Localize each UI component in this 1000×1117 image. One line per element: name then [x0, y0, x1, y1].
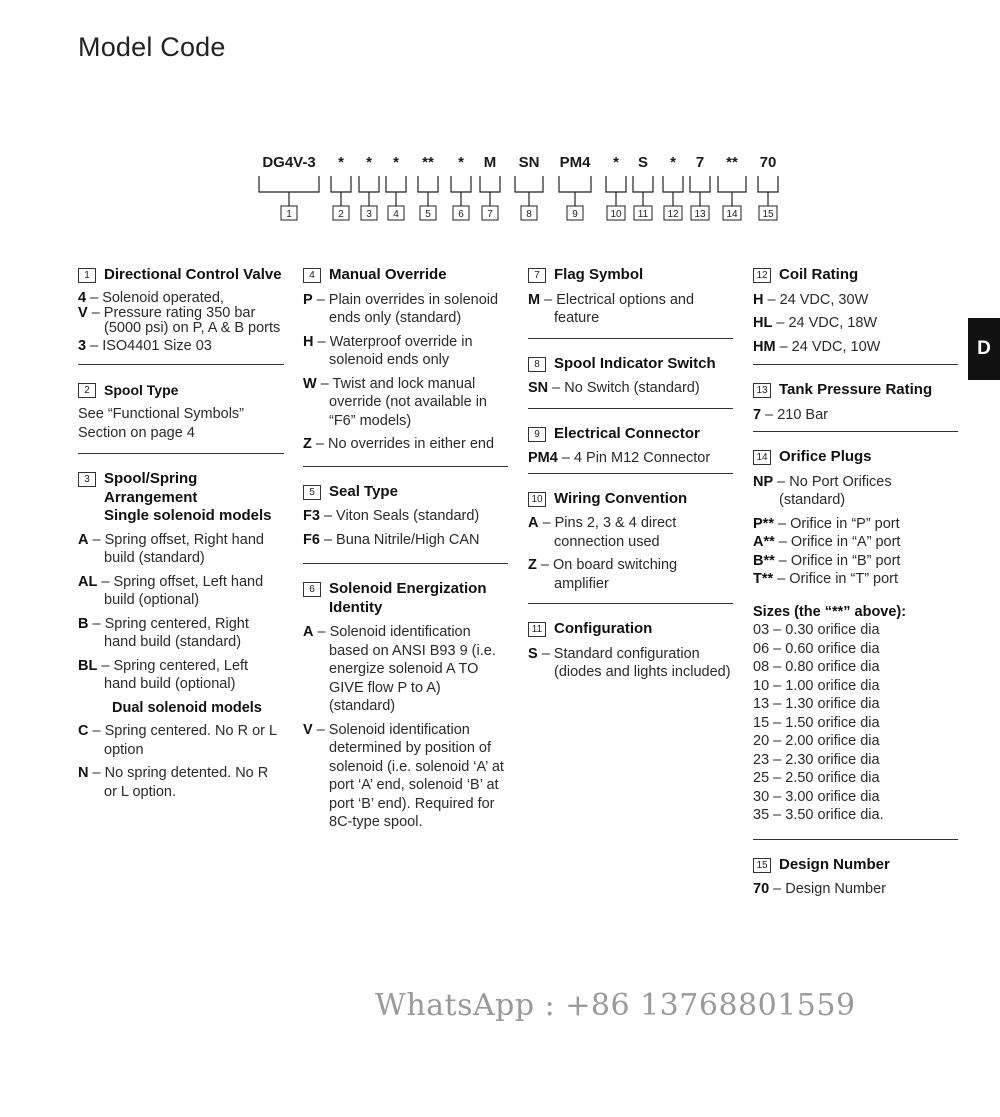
- code-segment: *: [458, 154, 464, 171]
- code-number: 9: [572, 209, 578, 220]
- section-13: [753, 381, 958, 424]
- section-1: [78, 266, 284, 354]
- code-bracket: [515, 176, 543, 206]
- section-number-box: 15: [753, 858, 771, 873]
- code-segment: *: [670, 154, 676, 171]
- code-bracket: [386, 176, 406, 206]
- section-tab-d: D: [968, 318, 1000, 380]
- code-number: 15: [762, 209, 774, 220]
- divider: [528, 408, 733, 409]
- section-title: Flag Symbol: [554, 266, 644, 283]
- section-number-box: 2: [78, 383, 96, 398]
- option-list: [78, 291, 284, 354]
- section-3: [78, 470, 284, 801]
- section-title: Seal Type: [329, 482, 398, 500]
- code-bracket: [451, 176, 471, 206]
- option-item: 70 – Design Number: [753, 881, 886, 897]
- divider: [528, 338, 733, 339]
- code-bracket: [663, 176, 683, 206]
- section-number-box: 12: [753, 268, 771, 283]
- option-item: A – Solenoid identification based on ANSI B93 9 (i.e. energize solenoid A TO GIVE flow P to A) (standard): [303, 624, 496, 714]
- divider: [78, 453, 284, 454]
- section-subtitle: Single solenoid models: [104, 507, 272, 524]
- divider: [78, 364, 284, 365]
- section-title: Electrical Connector: [554, 424, 700, 442]
- section-subtitle: Dual solenoid models: [112, 699, 262, 716]
- option-item: B – Spring centered, Right hand build (standard): [78, 615, 249, 650]
- option-item: SN – No Switch (standard): [528, 380, 700, 396]
- code-number: 4: [393, 209, 399, 220]
- section-title: Configuration: [554, 620, 653, 637]
- section-5: [303, 483, 508, 550]
- option-item: NP – No Port Orifices (standard): [753, 473, 892, 508]
- code-segment: **: [726, 154, 738, 171]
- page-title: Model Code: [78, 32, 226, 62]
- code-segment: PM4: [559, 154, 591, 171]
- divider: [753, 839, 958, 840]
- option-item: HM – 24 VDC, 10W: [753, 338, 881, 355]
- section-text: See “Functional Symbols” Section on page 4: [78, 406, 245, 441]
- section-7: [528, 266, 733, 328]
- section-title: Spool Indicator Switch: [554, 354, 716, 372]
- code-segment: 7: [695, 154, 705, 171]
- option-item: V – Solenoid identification determined by position of solenoid (i.e. solenoid ‘A’ at port ‘A’ end, solenoid ‘B’ at port ‘B’ end). Required for 8C-type spool.: [303, 721, 504, 830]
- option-item: P – Plain overrides in solenoid ends only (standard): [303, 291, 499, 326]
- option-item: 4 – Solenoid operated,: [78, 289, 224, 306]
- option-item: Z – No overrides in either end: [303, 436, 495, 452]
- section-title: Solenoid Energization Identity: [329, 580, 487, 616]
- code-segment: **: [422, 154, 434, 171]
- section-15: [753, 856, 958, 899]
- sizes-list: [753, 621, 958, 825]
- code-segment: SN: [518, 154, 540, 171]
- section-9: [528, 425, 733, 468]
- section-number-box: 11: [528, 622, 546, 637]
- section-10: [528, 490, 733, 594]
- size-item: 20 – 2.00 orifice dia: [753, 733, 880, 749]
- section-number-box: 8: [528, 357, 546, 372]
- code-bracket: [606, 176, 626, 206]
- code-number: 1: [286, 209, 292, 220]
- option-item: AL – Spring offset, Left hand build (optional): [78, 573, 264, 608]
- code-number: 8: [526, 209, 532, 220]
- option-item: A** – Orifice in “A” port: [753, 534, 901, 550]
- section-number-box: 6: [303, 582, 321, 597]
- code-bracket: [480, 176, 500, 206]
- code-bracket: [359, 176, 379, 206]
- option-item: A – Pins 2, 3 & 4 direct connection used: [528, 515, 677, 550]
- section-number-box: 10: [528, 492, 546, 507]
- section-title: Spool Type: [104, 381, 179, 398]
- code-number: 14: [726, 209, 738, 220]
- code-segment: S: [637, 154, 649, 171]
- column-4: [753, 266, 958, 904]
- divider: [753, 431, 958, 432]
- code-bracket: [758, 176, 778, 206]
- size-item: 23 – 2.30 orifice dia: [753, 751, 880, 768]
- option-item: M – Electrical options and feature: [528, 291, 695, 326]
- size-item: 15 – 1.50 orifice dia: [753, 714, 880, 731]
- code-segment: 70: [759, 154, 777, 171]
- option-item: 7 – 210 Bar: [753, 406, 828, 423]
- size-item: 08 – 0.80 orifice dia: [753, 659, 880, 675]
- code-bracket: [559, 176, 591, 206]
- section-number-box: 1: [78, 268, 96, 283]
- option-item: Z – On board switching amplifier: [528, 557, 678, 592]
- section-title: Wiring Convention: [554, 489, 688, 507]
- code-number: 6: [458, 209, 464, 220]
- section-number-box: 14: [753, 450, 771, 465]
- divider: [528, 473, 733, 474]
- size-item: 25 – 2.50 orifice dia: [753, 770, 880, 786]
- code-number: 3: [366, 209, 372, 220]
- option-item: H – 24 VDC, 30W: [753, 291, 869, 308]
- section-2: [78, 381, 284, 443]
- option-item: S – Standard configuration (diodes and lights included): [528, 645, 731, 680]
- size-item: 35 – 3.50 orifice dia.: [753, 807, 884, 823]
- section-title: Design Number: [779, 855, 890, 873]
- section-8: [528, 355, 733, 398]
- code-number: 11: [637, 209, 649, 220]
- code-segment: M: [483, 154, 497, 171]
- code-number: 13: [694, 209, 706, 220]
- code-number: 2: [338, 209, 344, 220]
- section-title: Manual Override: [329, 266, 447, 283]
- option-item: HL – 24 VDC, 18W: [753, 315, 878, 331]
- section-title: Orifice Plugs: [779, 448, 872, 465]
- section-12: [753, 266, 958, 356]
- code-segment: *: [393, 154, 399, 171]
- column-2: [303, 266, 508, 837]
- code-number: 10: [610, 209, 622, 220]
- option-item: F6 – Buna Nitrile/High CAN: [303, 531, 480, 548]
- option-item: W – Twist and lock manual override (not available in “F6” models): [303, 375, 487, 429]
- divider: [303, 563, 508, 564]
- size-item: 30 – 3.00 orifice dia: [753, 788, 880, 805]
- column-1: [78, 266, 284, 806]
- option-item: 3 – ISO4401 Size 03: [78, 337, 212, 354]
- code-segment: *: [613, 154, 619, 171]
- section-number-box: 3: [78, 472, 96, 487]
- watermark: WhatsApp : +86 13768801559: [375, 988, 856, 1023]
- code-bracket: [331, 176, 351, 206]
- option-item: F3 – Viton Seals (standard): [303, 508, 480, 524]
- code-segment: *: [338, 154, 344, 171]
- code-bracket: [718, 176, 746, 206]
- section-number-box: 9: [528, 427, 546, 442]
- section-6: [303, 580, 508, 832]
- code-bracket: [690, 176, 710, 206]
- option-item: V – Pressure rating 350 bar (5000 psi) on P, A & B ports: [78, 304, 281, 336]
- code-number: 5: [425, 209, 431, 220]
- code-number: 12: [667, 209, 679, 220]
- section-number-box: 4: [303, 268, 321, 283]
- code-segment: *: [366, 154, 372, 171]
- option-item: N – No spring detented. No R or L option.: [78, 765, 269, 800]
- section-11: [528, 620, 733, 682]
- section-number-box: 5: [303, 485, 321, 500]
- sizes-title: Sizes (the “**” above):: [753, 603, 907, 620]
- size-item: 06 – 0.60 orifice dia: [753, 640, 880, 657]
- code-bracket: [259, 176, 319, 206]
- section-title: Spool/Spring Arrangement: [104, 470, 198, 506]
- option-item: H – Waterproof override in solenoid ends only: [303, 333, 473, 368]
- option-item: C – Spring centered. No R or L option: [78, 723, 277, 758]
- section-4: [303, 266, 508, 454]
- code-bracket: [418, 176, 438, 206]
- section-title: Tank Pressure Rating: [779, 381, 933, 398]
- divider: [528, 603, 733, 604]
- section-title: Coil Rating: [779, 266, 859, 283]
- size-item: 13 – 1.30 orifice dia: [753, 696, 880, 712]
- model-code-diagram: [0, 0, 1000, 240]
- divider: [753, 364, 958, 365]
- size-item: 10 – 1.00 orifice dia: [753, 677, 880, 694]
- size-item: 03 – 0.30 orifice dia: [753, 622, 880, 638]
- option-item: P** – Orifice in “P” port: [753, 515, 900, 532]
- code-bracket: [633, 176, 653, 206]
- divider: [303, 466, 508, 467]
- option-item: T** – Orifice in “T” port: [753, 571, 899, 587]
- option-item: PM4 – 4 Pin M12 Connector: [528, 450, 711, 466]
- section-title: Directional Control Valve: [104, 266, 282, 283]
- section-number-box: 7: [528, 268, 546, 283]
- column-3: [528, 266, 733, 687]
- option-item: BL – Spring centered, Left hand build (optional): [78, 657, 249, 692]
- section-14: [753, 448, 958, 825]
- code-number: 7: [487, 209, 493, 220]
- code-segment: DG4V-3: [262, 154, 316, 171]
- option-item: B** – Orifice in “B” port: [753, 552, 901, 569]
- section-number-box: 13: [753, 383, 771, 398]
- option-item: A – Spring offset, Right hand build (standard): [78, 531, 264, 566]
